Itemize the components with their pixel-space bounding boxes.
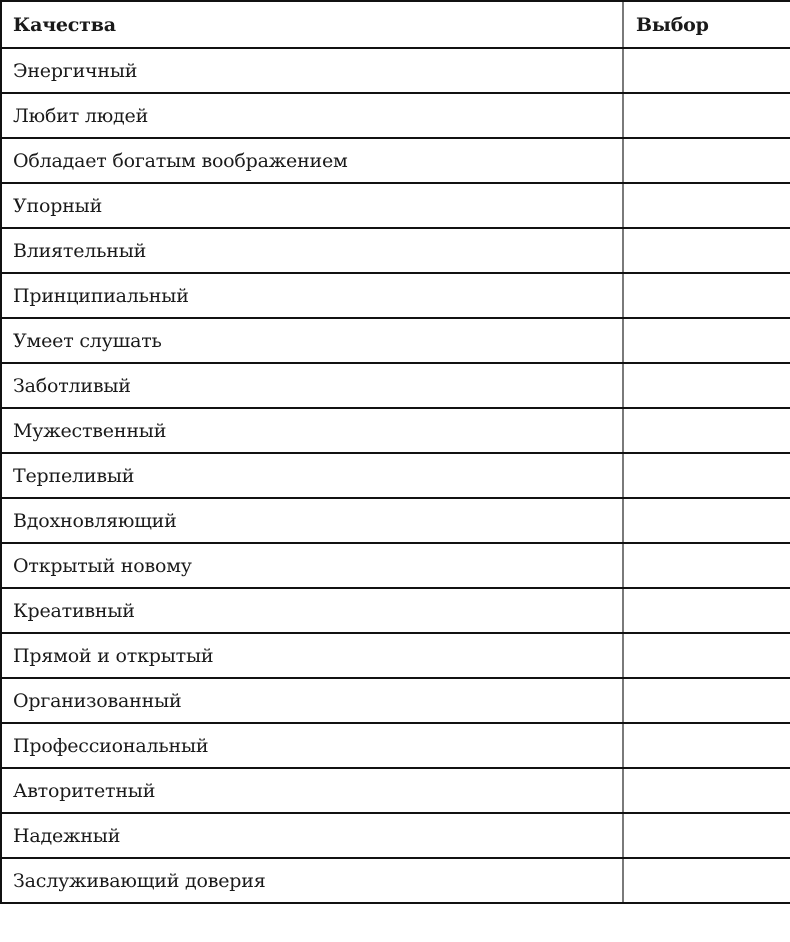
quality-cell: Упорный bbox=[1, 183, 623, 228]
quality-cell: Организованный bbox=[1, 678, 623, 723]
table-row bbox=[1, 93, 790, 138]
table-row bbox=[1, 588, 790, 633]
column-header-quality: Качества bbox=[1, 1, 623, 48]
table-row bbox=[1, 678, 790, 723]
quality-cell: Профессиональный bbox=[1, 723, 623, 768]
choice-cell[interactable] bbox=[623, 138, 790, 183]
table-row bbox=[1, 138, 790, 183]
choice-cell[interactable] bbox=[623, 633, 790, 678]
choice-cell[interactable] bbox=[623, 453, 790, 498]
choice-cell[interactable] bbox=[623, 273, 790, 318]
choice-cell[interactable] bbox=[623, 723, 790, 768]
quality-cell: Открытый новому bbox=[1, 543, 623, 588]
quality-cell: Мужественный bbox=[1, 408, 623, 453]
quality-cell: Влиятельный bbox=[1, 228, 623, 273]
choice-cell[interactable] bbox=[623, 678, 790, 723]
quality-cell: Прямой и открытый bbox=[1, 633, 623, 678]
table-row bbox=[1, 273, 790, 318]
choice-cell[interactable] bbox=[623, 588, 790, 633]
choice-cell[interactable] bbox=[623, 363, 790, 408]
quality-cell: Терпеливый bbox=[1, 453, 623, 498]
quality-cell: Надежный bbox=[1, 813, 623, 858]
quality-cell: Заботливый bbox=[1, 363, 623, 408]
table-row bbox=[1, 723, 790, 768]
choice-cell[interactable] bbox=[623, 228, 790, 273]
quality-cell: Умеет слушать bbox=[1, 318, 623, 363]
table-row bbox=[1, 183, 790, 228]
table-row bbox=[1, 498, 790, 543]
quality-cell: Заслуживающий доверия bbox=[1, 858, 623, 903]
table-header-row bbox=[1, 1, 790, 48]
choice-cell[interactable] bbox=[623, 543, 790, 588]
table-row bbox=[1, 543, 790, 588]
table-row bbox=[1, 813, 790, 858]
table-row bbox=[1, 453, 790, 498]
table-row bbox=[1, 228, 790, 273]
table-row bbox=[1, 633, 790, 678]
choice-cell[interactable] bbox=[623, 318, 790, 363]
table-row bbox=[1, 48, 790, 93]
choice-cell[interactable] bbox=[623, 408, 790, 453]
choice-cell[interactable] bbox=[623, 768, 790, 813]
table-row bbox=[1, 858, 790, 903]
table-row bbox=[1, 318, 790, 363]
choice-cell[interactable] bbox=[623, 93, 790, 138]
choice-cell[interactable] bbox=[623, 183, 790, 228]
choice-cell[interactable] bbox=[623, 858, 790, 903]
table-row bbox=[1, 408, 790, 453]
quality-cell: Креативный bbox=[1, 588, 623, 633]
quality-cell: Любит людей bbox=[1, 93, 623, 138]
table-row bbox=[1, 363, 790, 408]
quality-cell: Вдохновляющий bbox=[1, 498, 623, 543]
quality-cell: Авторитетный bbox=[1, 768, 623, 813]
quality-cell: Энергичный bbox=[1, 48, 623, 93]
quality-cell: Принципиальный bbox=[1, 273, 623, 318]
table-row bbox=[1, 768, 790, 813]
choice-cell[interactable] bbox=[623, 813, 790, 858]
quality-cell: Обладает богатым воображением bbox=[1, 138, 623, 183]
choice-cell[interactable] bbox=[623, 48, 790, 93]
column-header-choice: Выбор bbox=[623, 1, 790, 48]
choice-cell[interactable] bbox=[623, 498, 790, 543]
